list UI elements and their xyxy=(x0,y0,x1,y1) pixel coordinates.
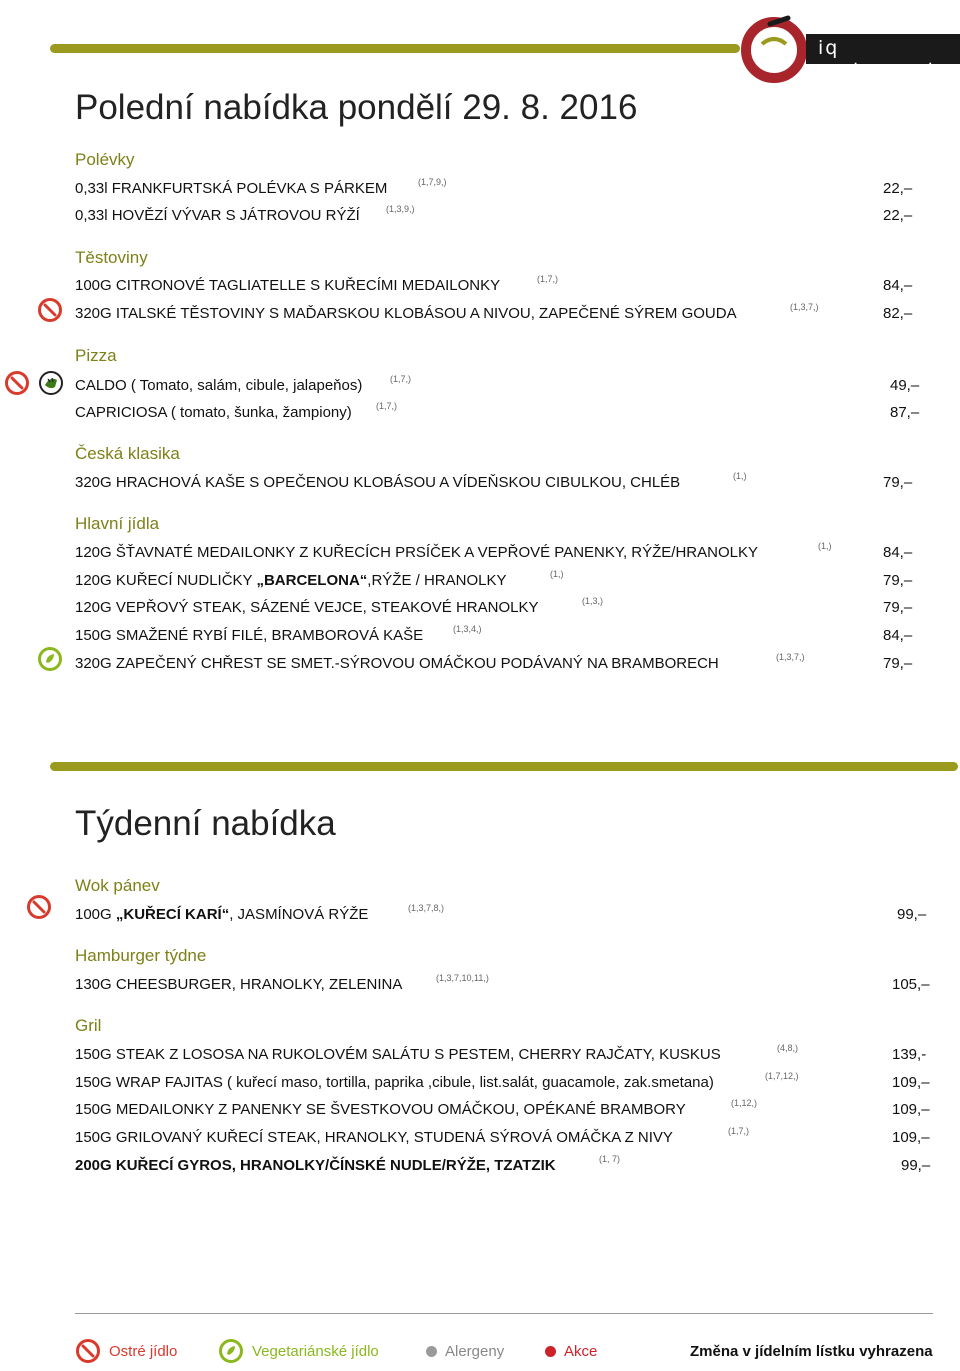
menu-item-price: 79,– xyxy=(883,474,913,491)
menu-change-note: Změna v jídelním lístku vyhrazena xyxy=(690,1342,933,1360)
menu-item-name-bold: 200G KUŘECÍ GYROS, HRANOLKY/ČÍNSKÉ NUDLE/RÝŽE, TZATZIK xyxy=(75,1157,556,1174)
legend-note xyxy=(690,1336,933,1366)
section-heading-burger: Hamburger týdne xyxy=(75,946,207,965)
allergen-codes: (1,7,) xyxy=(728,1126,750,1136)
allergen-codes: (1,3,4,) xyxy=(453,624,482,634)
allergen-codes: (1,7,9,) xyxy=(418,177,447,187)
menu-item-price: 139,- xyxy=(892,1046,927,1063)
menu-item-price: 109,– xyxy=(892,1129,930,1146)
menu-item-price: 79,– xyxy=(883,655,913,672)
menu-item-name: CALDO ( Tomato, salám, cibule, jalapeňos) xyxy=(75,377,363,394)
legend-allergens xyxy=(426,1336,504,1366)
weekly-menu-title: Týdenní nabídka xyxy=(75,804,336,843)
menu-item-name: 150G SMAŽENÉ RYBÍ FILÉ, BRAMBOROVÁ KAŠE xyxy=(75,627,424,644)
menu-item-price: 84,– xyxy=(883,627,913,644)
section-heading-czech-classics: Česká klasika xyxy=(75,444,180,463)
allergen-codes: (1,12,) xyxy=(731,1098,758,1108)
allergen-codes: (1,3,7,) xyxy=(776,652,805,662)
allergen-codes: (1,3,7,10,11,) xyxy=(436,973,489,983)
menu-item-price: 49,– xyxy=(890,377,920,394)
menu-item-price: 22,– xyxy=(883,180,913,197)
menu-item-name: 130G CHEESBURGER, HRANOLKY, ZELENINA xyxy=(75,976,403,993)
allergen-codes: (1,3,) xyxy=(582,596,604,606)
menu-item-name-part: 100G xyxy=(75,906,116,923)
section-heading-wok: Wok pánev xyxy=(75,876,160,895)
menu-item-name xyxy=(75,1157,556,1174)
allergen-codes: (1,3,9,) xyxy=(386,204,415,214)
menu-item-name: 150G STEAK Z LOSOSA NA RUKOLOVÉM SALÁTU S PESTEM, CHERRY RAJČATY, KUSKUS xyxy=(75,1046,721,1063)
section-heading-pizza: Pizza xyxy=(75,346,117,365)
restaurant-logo xyxy=(740,2,960,92)
menu-item-price: 84,– xyxy=(883,544,913,561)
legend-promo xyxy=(545,1336,597,1366)
pepper-icon xyxy=(38,370,64,396)
daily-menu-title: Polední nabídka pondělí 29. 8. 2016 xyxy=(75,88,638,127)
menu-item-name: 150G WRAP FAJITAS ( kuřecí maso, tortilla, paprika ,cibule, list.salát, guacamole, zak.smetana) xyxy=(75,1074,714,1091)
legend-promo-label: Akce xyxy=(564,1342,598,1360)
menu-item-name: 320G HRACHOVÁ KAŠE S OPEČENOU KLOBÁSOU A VÍDEŇSKOU CIBULKOU, CHLÉB xyxy=(75,474,681,491)
logo-text: iq restaurant xyxy=(818,37,938,81)
section-heading-grill: Gril xyxy=(75,1016,102,1035)
spicy-food-icon xyxy=(37,297,63,323)
allergen-codes: (1,) xyxy=(550,569,564,579)
menu-item-name: 150G GRILOVANÝ KUŘECÍ STEAK, HRANOLKY, STUDENÁ SÝROVÁ OMÁČKA Z NIVY xyxy=(75,1129,673,1146)
menu-item-price: 99,– xyxy=(897,906,927,923)
top-divider-bar xyxy=(50,44,740,53)
menu-item-price: 109,– xyxy=(892,1101,930,1118)
menu-item-price: 82,– xyxy=(883,305,913,322)
menu-item-price: 109,– xyxy=(892,1074,930,1091)
menu-item-name: 320G ZAPEČENÝ CHŘEST SE SMET.-SÝROVOU OMÁČKOU PODÁVANÝ NA BRAMBORECH xyxy=(75,655,719,672)
allergen-codes: (1,) xyxy=(818,541,832,551)
menu-item-price: 79,– xyxy=(883,599,913,616)
allergen-codes: (1,) xyxy=(733,471,747,481)
allergen-codes: (1,3,7,) xyxy=(790,302,819,312)
spicy-food-icon xyxy=(4,370,30,396)
spicy-food-icon xyxy=(75,1338,101,1364)
menu-item-name xyxy=(75,572,507,589)
footer-divider xyxy=(75,1313,933,1314)
allergen-codes: (1,7,12,) xyxy=(765,1071,799,1081)
allergen-codes: (1,7,) xyxy=(376,401,398,411)
spicy-food-icon xyxy=(26,894,52,920)
allergen-dot-icon xyxy=(426,1346,437,1357)
menu-item-price: 84,– xyxy=(883,277,913,294)
allergen-codes: (1,7,) xyxy=(537,274,559,284)
menu-item-name: 150G MEDAILONKY Z PANENKY SE ŠVESTKOVOU OMÁČKOU, OPÉKANÉ BRAMBORY xyxy=(75,1101,686,1118)
menu-item-name xyxy=(75,906,368,923)
section-heading-main-dishes: Hlavní jídla xyxy=(75,514,160,533)
section-heading-pasta: Těstoviny xyxy=(75,248,148,267)
menu-item-price: 87,– xyxy=(890,404,920,421)
legend-spicy-label: Ostré jídlo xyxy=(109,1342,178,1360)
menu-item-name-highlight: „KUŘECÍ KARÍ“ xyxy=(115,906,230,923)
menu-item-name: 0,33l HOVĚZÍ VÝVAR S JÁTROVOU RÝŽÍ xyxy=(75,207,360,224)
legend-allergens-label: Alergeny xyxy=(445,1342,505,1360)
menu-item-name-highlight: „BARCELONA“ xyxy=(256,572,368,589)
menu-item-name-part: ,RÝŽE / HRANOLKY xyxy=(367,572,507,589)
menu-item-price: 79,– xyxy=(883,572,913,589)
allergen-codes: (4,8,) xyxy=(777,1043,799,1053)
menu-item-name: 120G ŠŤAVNATÉ MEDAILONKY Z KUŘECÍCH PRSÍČEK A VEPŘOVÉ PANENKY, RÝŽE/HRANOLKY xyxy=(75,544,758,561)
section-heading-soups: Polévky xyxy=(75,150,135,169)
menu-item-name: 0,33l FRANKFURTSKÁ POLÉVKA S PÁRKEM xyxy=(75,180,388,197)
menu-item-name: CAPRICIOSA ( tomato, šunka, žampiony) xyxy=(75,404,352,421)
menu-item-name: 320G ITALSKÉ TĚSTOVINY S MAĎARSKOU KLOBÁSOU A NIVOU, ZAPEČENÉ SÝREM GOUDA xyxy=(75,305,737,322)
allergen-codes: (1,7,) xyxy=(390,374,412,384)
menu-item-name-part: 120G KUŘECÍ NUDLIČKY xyxy=(75,572,257,589)
legend-vegetarian-label: Vegetariánské jídlo xyxy=(252,1342,379,1360)
allergen-codes: (1, 7) xyxy=(599,1154,621,1164)
menu-item-price: 22,– xyxy=(883,207,913,224)
legend-vegetarian xyxy=(218,1336,379,1366)
allergen-codes: (1,3,7,8,) xyxy=(408,903,445,913)
menu-item-name: 100G CITRONOVÉ TAGLIATELLE S KUŘECÍMI MEDAILONKY xyxy=(75,277,501,294)
menu-item-name: 120G VEPŘOVÝ STEAK, SÁZENÉ VEJCE, STEAKOVÉ HRANOLKY xyxy=(75,599,539,616)
vegetarian-icon xyxy=(218,1338,244,1364)
section-divider-bar xyxy=(50,762,958,771)
promo-dot-icon xyxy=(545,1346,556,1357)
menu-item-price: 99,– xyxy=(901,1157,931,1174)
vegetarian-icon xyxy=(37,646,63,672)
legend-spicy xyxy=(75,1336,177,1366)
logo-emblem-icon xyxy=(740,14,810,84)
menu-item-price: 105,– xyxy=(892,976,930,993)
menu-item-name-part: , JASMÍNOVÁ RÝŽE xyxy=(229,906,369,923)
